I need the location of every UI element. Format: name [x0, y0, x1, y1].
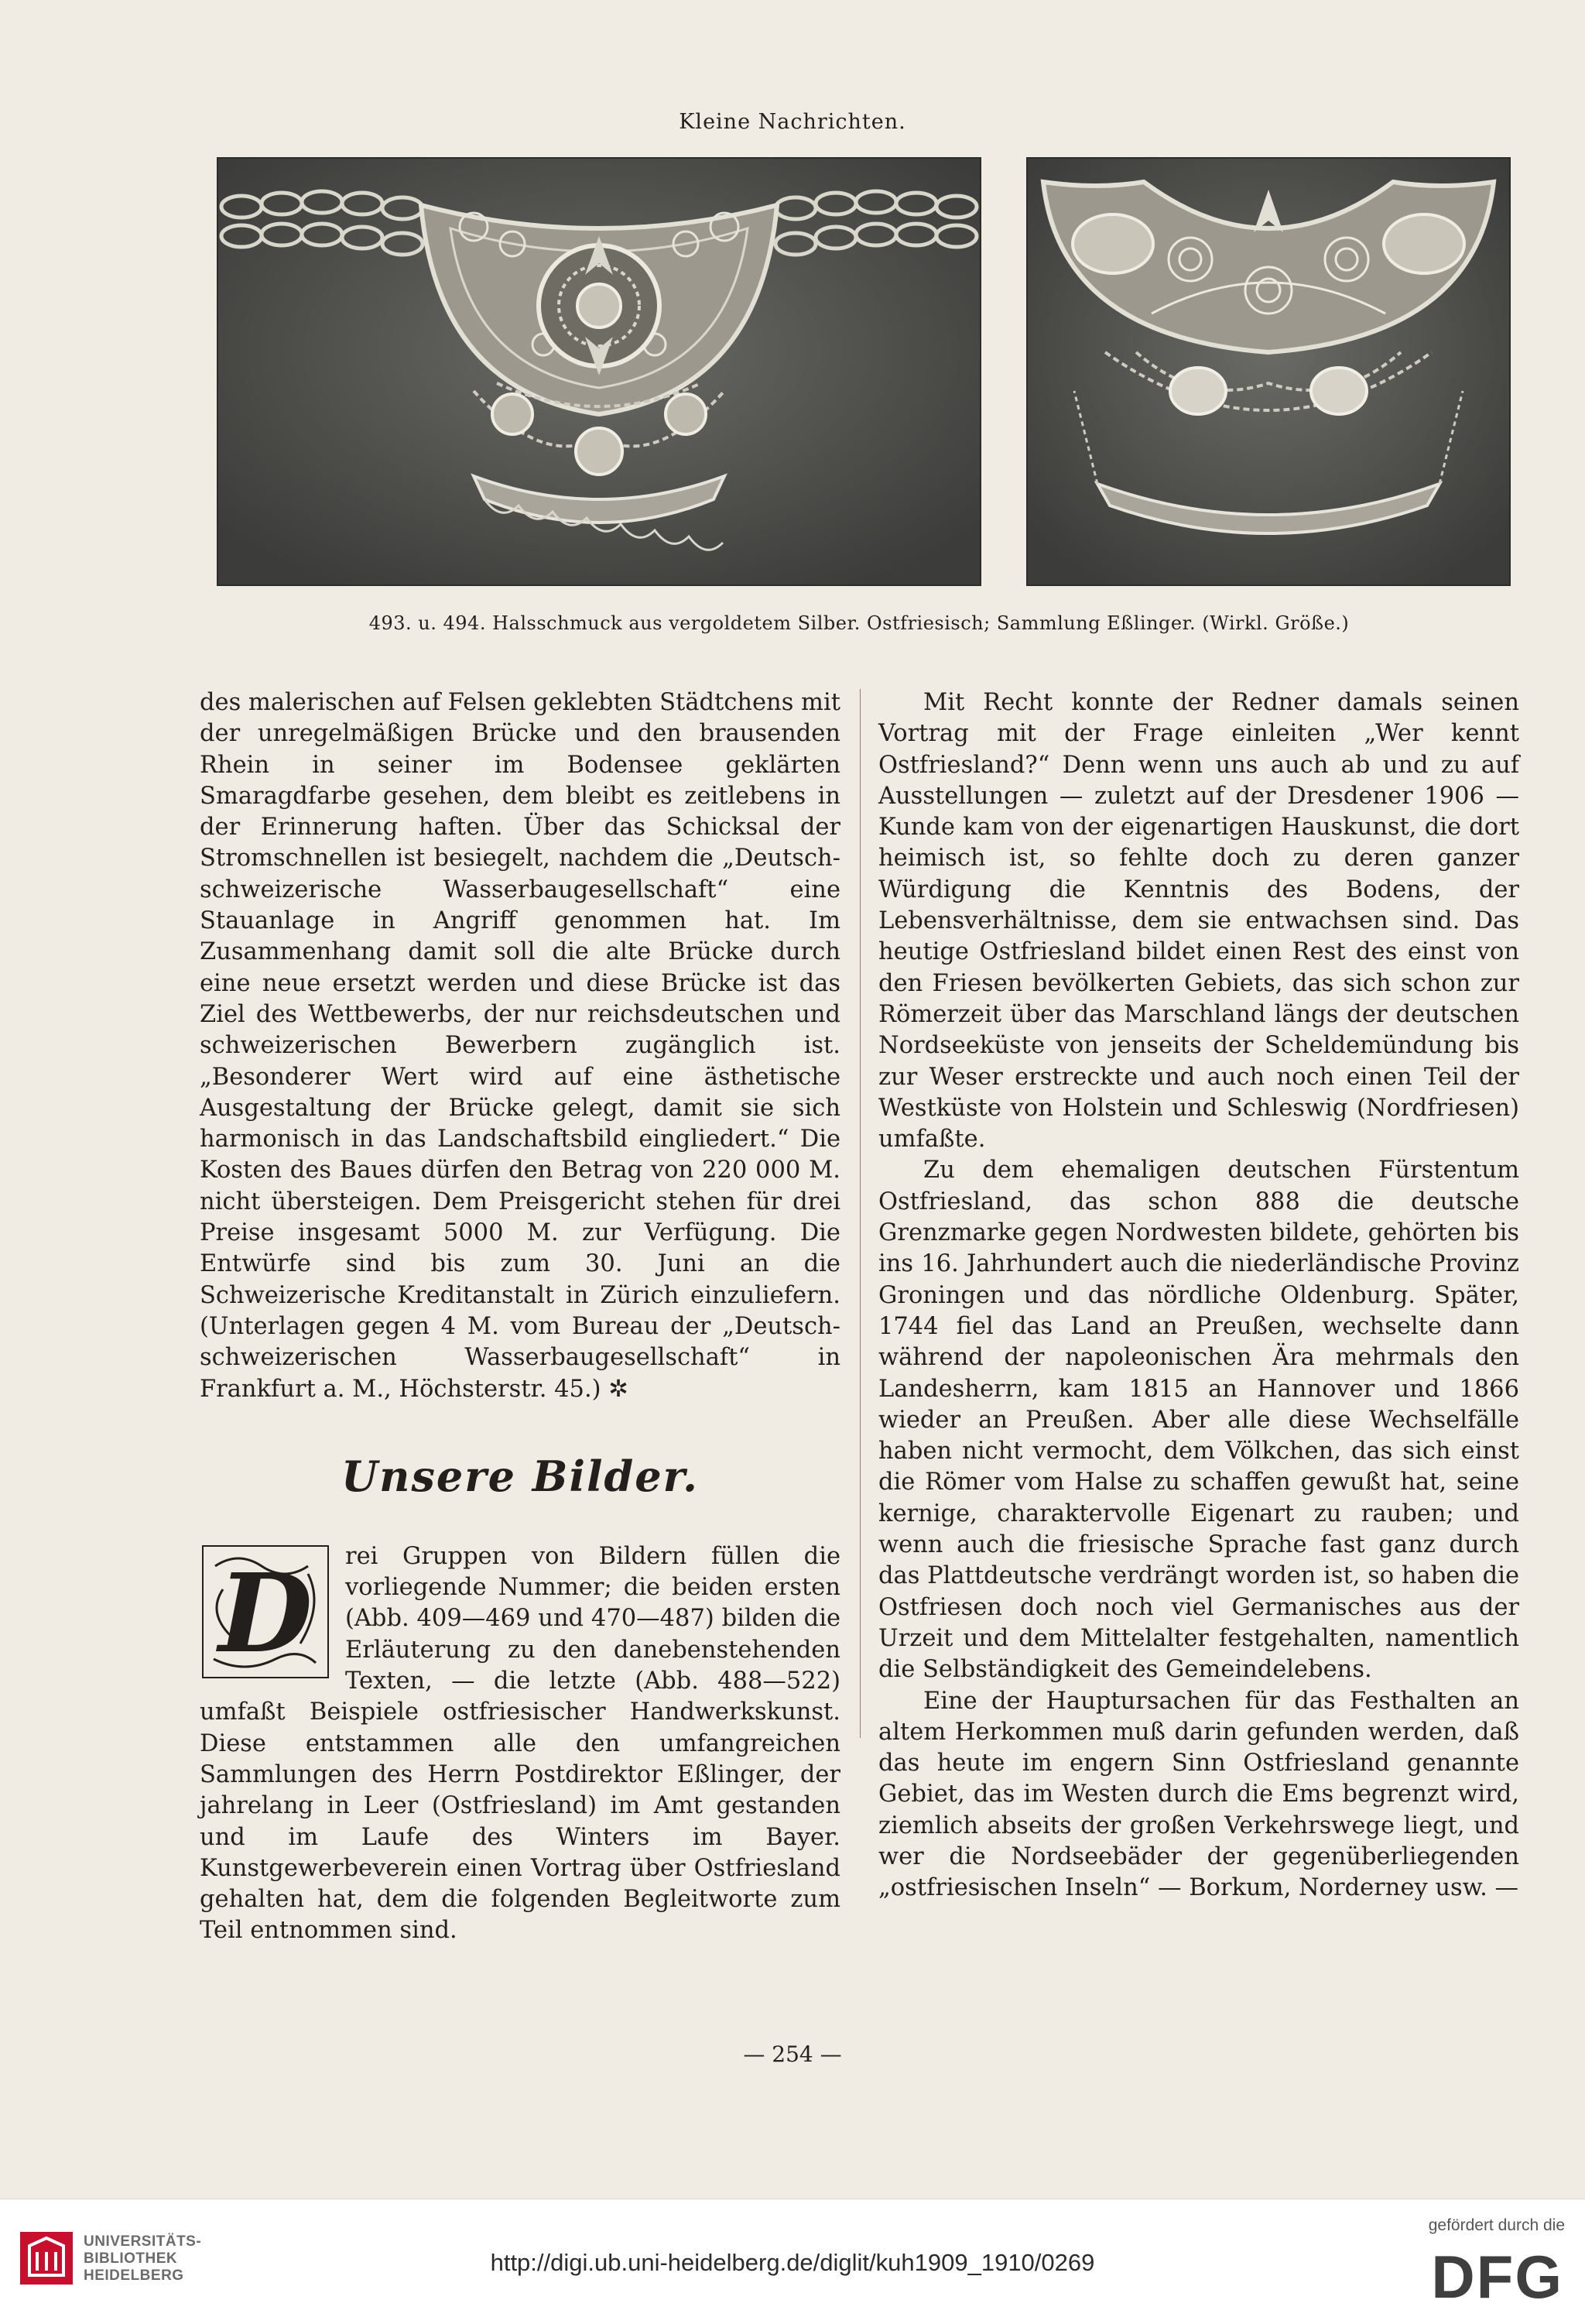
digitization-footer — [0, 2199, 1585, 2324]
right-paragraph-1: Mit Recht konnte der Redner damals seinen Vortrag mit der Frage einleiten „Wer kennt Ostfriesland?“ Denn wenn uns auch ab und zu auf Ausstellungen — zuletzt auf der Dresdener 1906 — Kunde kam von der eigenartigen Hauskunst, die dort heimisch ist, so fehlte doch zu deren ganzer Würdigung die Kenntnis des Bodens, der Lebensverhältnisse, dem sie entwachsen sind. Das heutige Ostfriesland bildet einen Rest des einst von den Friesen bevölkerten Gebiets, das sich schon zur Römerzeit über das Marschland längs der deutschen Nordseeküste von jenseits der Scheldemündung bis zur Weser erstreckte und auch noch einen Teil der Westküste von Holstein und Schleswig (Nordfriesen) umfaßte. — [878, 689, 1519, 1153]
section-heading: Unsere Bilder. — [341, 1451, 699, 1501]
right-column — [878, 687, 1519, 1904]
right-paragraph-2: Zu dem ehemaligen deutschen Fürstentum Ostfriesland, das schon 888 die deutsche Grenzmarke gegen Nordwesten bildete, gehörten bis ins 16. Jahrhundert auch die niederländische Provinz Groningen und das nördliche Oldenburg. Später, 1744 fiel das Land an Preußen, wechselte dann während der napoleonischen Ära mehrmals den Landesherrn, kam 1815 an Hannover und 1866 wieder an Preußen. Aber alle diese Wechselfälle haben nicht vermocht, dem Völkchen, das sich einst die Römer vom Halse zu schaffen gewußt hat, seine kernige, charaktervolle Eigenart zu rauben; und wenn auch die friesische Sprache fast ganz durch das Plattdeutsche verdrängt worden ist, so haben die Ostfriesen doch noch viel Germanisches aus der Urzeit und dem Mittelalter festgehalten, namentlich die Selbständigkeit des Gemeindelebens. — [878, 1157, 1519, 1684]
left-column — [200, 687, 840, 1947]
library-name-line-1: UNIVERSITÄTS- — [84, 2233, 202, 2250]
dropcap-letter: D — [218, 1550, 313, 1678]
column-divider — [860, 689, 861, 1738]
library-name-line-2: BIBLIOTHEK — [84, 2250, 178, 2267]
dfg-logo: DFG — [1431, 2243, 1563, 2311]
funded-by-text: gefördert durch die — [1428, 2216, 1565, 2234]
necklace-494-illustration — [1028, 159, 1509, 584]
page-number: — 254 — — [743, 2041, 842, 2067]
left-paragraph-2-text: rei Gruppen von Bildern füllen die vorliegende Nummer; die beiden ersten (Abb. 409—469 und 470—487) bilden die Erläuterung zu den danebenstehenden Texten, — die letzte (Abb. 488—522) umfaßt Beispiele ostfriesischer Handwerkskunst. Diese entstammen alle den umfangreichen Sammlungen des Herrn Postdirektor Eßlinger, der jahrelang in Leer (Ostfriesland) im Amt gestanden und im Laufe des Winters im Bayer. Kunstgewerbeverein einen Vortrag über Ostfriesland gehalten hat, dem die folgenden Begleitworte zum Teil entnommen sind. — [200, 1542, 840, 1945]
ornamental-dropcap — [200, 1543, 331, 1681]
library-name-line-3: HEIDELBERG — [84, 2267, 184, 2284]
running-title: Kleine Nachrichten. — [679, 110, 906, 134]
figure-493-photo — [217, 157, 981, 586]
right-paragraph-3: Eine der Hauptursachen für das Festhalten an altem Herkommen muß darin gefunden werden, daß das heute im engern Sinn Ostfriesland genannte Gebiet, das im Westen durch die Ems begrenzt wird, ziemlich abseits der großen Verkehrswege liegt, und wer die Nordseebäder der gegenüberliegenden „ostfriesischen Inseln“ — Borkum, Norderney usw. — — [878, 1687, 1519, 1902]
necklace-493-illustration — [218, 159, 980, 584]
left-paragraph-1: des malerischen auf Felsen geklebten Städtchens mit der unregelmäßigen Brücke und den brausenden Rhein in seiner im Bodensee geklärten Smaragdfarbe gesehen, dem bleibt es zeitlebens in der Erinnerung haften. Über das Schicksal der Stromschnellen ist besiegelt, nachdem die „Deutsch-schweizerische Wasserbaugesellschaft“ eine Stauanlage in Angriff genommen hat. Im Zusammenhang damit soll die alte Brücke durch eine neue ersetzt werden und diese Brücke ist das Ziel des Wettbewerbs, der nur reichsdeutschen und schweizerischen Bewerbern zugänglich ist. „Besonderer Wert wird auf eine ästhetische Ausgestaltung der Brücke gelegt, damit sie sich harmonisch in das Landschaftsbild eingliedert.“ Die Kosten des Baues dürfen den Betrag von 220 000 M. nicht übersteigen. Dem Preisgericht stehen für drei Preise insgesamt 5000 M. zur Verfügung. Die Entwürfe sind bis zum 30. Juni an die Schweizerische Kreditanstalt in Zürich einzuliefern. (Unterlagen gegen 4 M. vom Bureau der „Deutsch-schweizerischen Wasserbaugesellschaft“ in Frankfurt a. M., Höchsterstr. 45.) ✲ — [200, 689, 840, 1403]
left-paragraph-2 — [200, 1541, 840, 1947]
figure-caption: 493. u. 494. Halsschmuck aus vergoldetem Silber. Ostfriesisch; Sammlung Eßlinger. (Wirkl. Größe.) — [368, 612, 1350, 634]
permalink-url[interactable]: http://digi.ub.uni-heidelberg.de/diglit/kuh1909_1910/0269 — [490, 2249, 1095, 2276]
figure-494-photo — [1026, 157, 1511, 586]
